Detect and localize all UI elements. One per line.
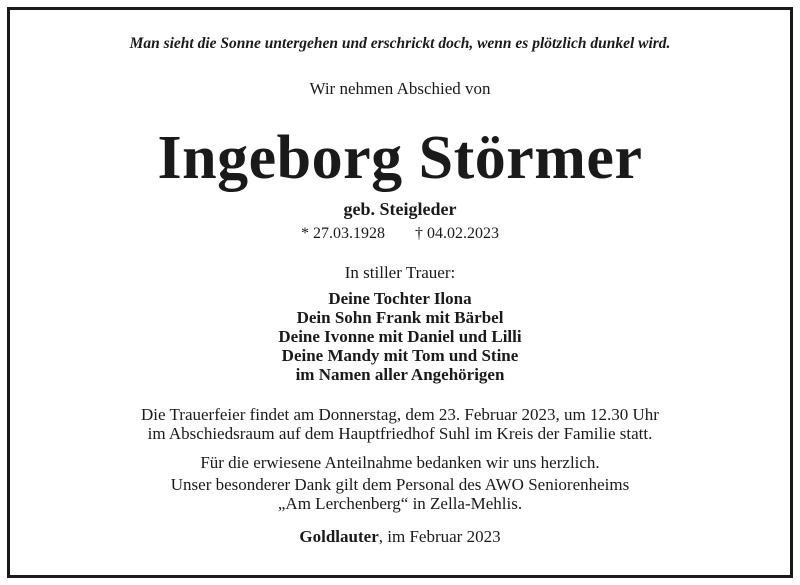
- mourners-list: [0, 289, 800, 384]
- maiden-name: geb. Steigleder: [343, 199, 457, 219]
- mourner-item: im Namen aller Angehörigen: [295, 365, 505, 384]
- life-dates: [0, 225, 800, 243]
- deceased-name: Ingeborg Störmer: [157, 124, 643, 192]
- funeral-info: [0, 405, 800, 443]
- place-date: [0, 527, 800, 547]
- intro-text: Wir nehmen Abschied von: [309, 79, 491, 98]
- mourner-item: Deine Tochter Ilona: [328, 289, 472, 308]
- special-thanks: [0, 475, 800, 513]
- epigraph-quote: Man sieht die Sonne untergehen und erschrickt doch, wenn es plötzlich dunkel wird.: [129, 35, 671, 52]
- special-thanks-line: Unser besonderer Dank gilt dem Personal des AWO Seniorenheims: [170, 475, 630, 494]
- mourner-item: Deine Ivonne mit Daniel und Lilli: [278, 327, 522, 346]
- death-date: † 04.02.2023: [415, 225, 499, 242]
- date-line: , im Februar 2023: [378, 527, 501, 546]
- funeral-info-line: im Abschiedsraum auf dem Hauptfriedhof Suhl im Kreis der Familie statt.: [147, 424, 653, 443]
- special-thanks-line: „Am Lerchenberg“ in Zella-Mehlis.: [277, 494, 523, 513]
- mourner-item: Dein Sohn Frank mit Bärbel: [296, 308, 504, 327]
- thanks-text: Für die erwiesene Anteilnahme bedanken wir uns herzlich.: [200, 453, 600, 472]
- place-name: Goldlauter: [299, 527, 379, 546]
- mourning-heading: In stiller Trauer:: [344, 263, 456, 282]
- funeral-info-line: Die Trauerfeier findet am Donnerstag, dem 23. Februar 2023, um 12.30 Uhr: [141, 405, 659, 424]
- birth-date: * 27.03.1928: [301, 225, 385, 242]
- mourner-item: Deine Mandy mit Tom und Stine: [281, 346, 519, 365]
